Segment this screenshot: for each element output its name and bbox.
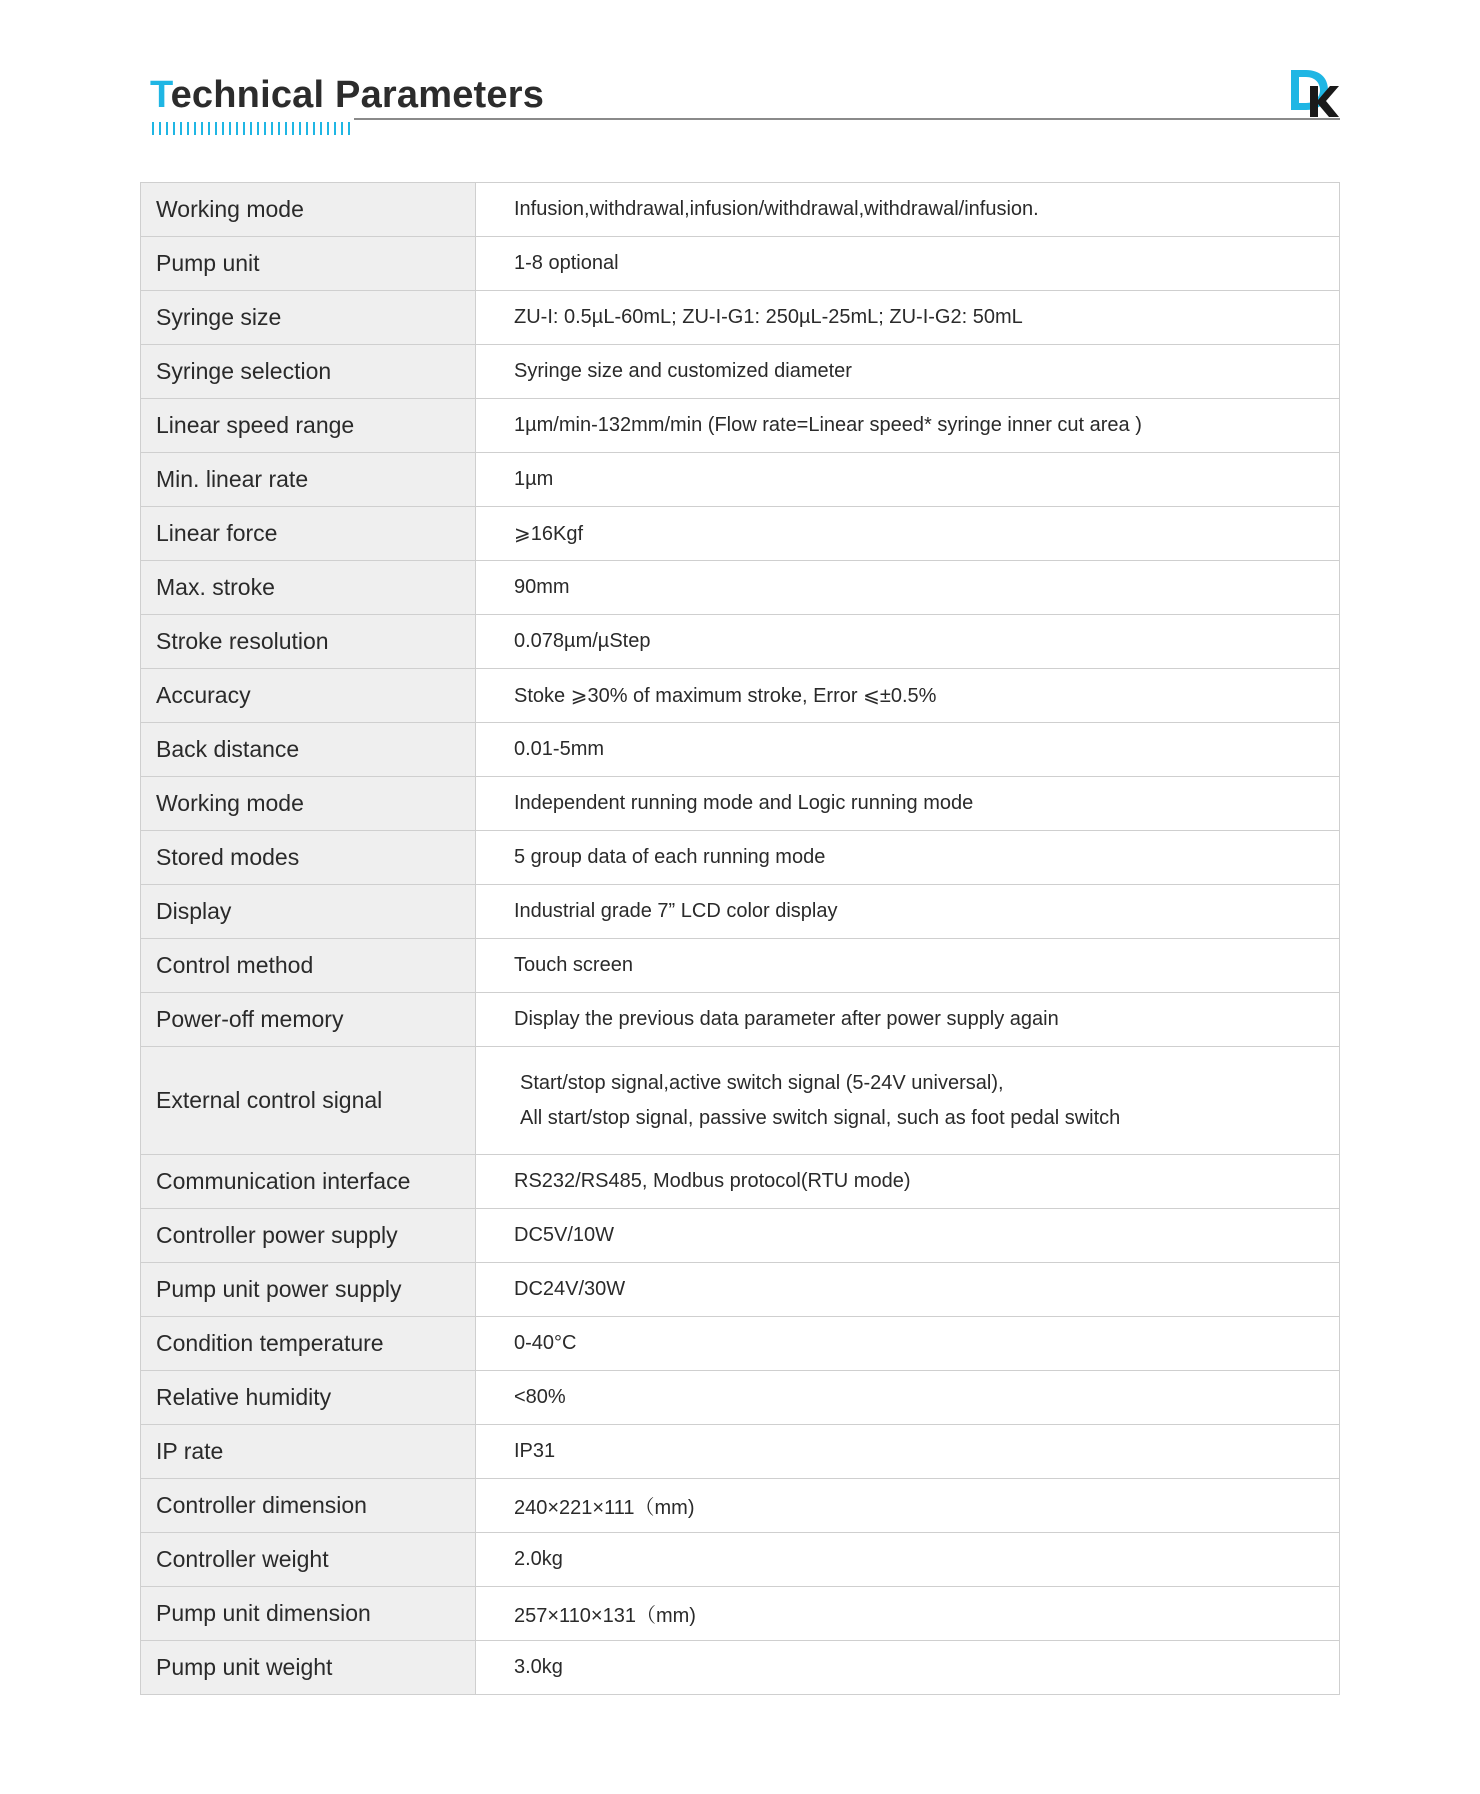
- param-value: 0.01-5mm: [476, 723, 1340, 777]
- param-value: 0-40°C: [476, 1317, 1340, 1371]
- title-rest: echnical Parameters: [170, 74, 545, 116]
- table-row: [141, 831, 1340, 885]
- param-value: Industrial grade 7” LCD color display: [476, 885, 1340, 939]
- table-row: [141, 399, 1340, 453]
- param-label: Linear speed range: [141, 399, 476, 453]
- param-label: Pump unit dimension: [141, 1587, 476, 1641]
- table-row: [141, 1155, 1340, 1209]
- param-label: External control signal: [141, 1047, 476, 1155]
- table-row: [141, 723, 1340, 777]
- page-title: [150, 74, 544, 117]
- param-label: Working mode: [141, 777, 476, 831]
- table-row: [141, 507, 1340, 561]
- table-row: [141, 1047, 1340, 1155]
- table-row: [141, 291, 1340, 345]
- table-row: [141, 1533, 1340, 1587]
- param-label: Relative humidity: [141, 1371, 476, 1425]
- param-value: 0.078µm/µStep: [476, 615, 1340, 669]
- param-label: Stroke resolution: [141, 615, 476, 669]
- param-value: RS232/RS485, Modbus protocol(RTU mode): [476, 1155, 1340, 1209]
- param-label: Pump unit power supply: [141, 1263, 476, 1317]
- table-row: [141, 1479, 1340, 1533]
- param-label: Controller dimension: [141, 1479, 476, 1533]
- param-value: DC5V/10W: [476, 1209, 1340, 1263]
- table-row: [141, 237, 1340, 291]
- param-label: Controller weight: [141, 1533, 476, 1587]
- param-value: 5 group data of each running mode: [476, 831, 1340, 885]
- param-label: Pump unit weight: [141, 1641, 476, 1695]
- param-label: Controller power supply: [141, 1209, 476, 1263]
- param-value: Infusion,withdrawal,infusion/withdrawal,withdrawal/infusion.: [476, 183, 1340, 237]
- param-label: Working mode: [141, 183, 476, 237]
- param-value: <80%: [476, 1371, 1340, 1425]
- param-value: ZU-I: 0.5µL-60mL; ZU-I-G1: 250µL-25mL; ZU-I-G2: 50mL: [476, 291, 1340, 345]
- param-label: Min. linear rate: [141, 453, 476, 507]
- param-value: 1-8 optional: [476, 237, 1340, 291]
- param-label: Pump unit: [141, 237, 476, 291]
- param-label: Max. stroke: [141, 561, 476, 615]
- dk-logo: [1288, 66, 1340, 118]
- param-value: 1µm: [476, 453, 1340, 507]
- param-value: Stoke ⩾30% of maximum stroke, Error ⩽±0.5%: [476, 669, 1340, 723]
- table-row: [141, 615, 1340, 669]
- table-row: [141, 885, 1340, 939]
- param-value: ⩾16Kgf: [476, 507, 1340, 561]
- table-row: [141, 1641, 1340, 1695]
- table-row: [141, 939, 1340, 993]
- table-row: [141, 561, 1340, 615]
- param-value: 240×221×111（mm): [476, 1479, 1340, 1533]
- param-value: 3.0kg: [476, 1641, 1340, 1695]
- table-row: [141, 1317, 1340, 1371]
- table-row: [141, 183, 1340, 237]
- page-header: [150, 70, 1340, 140]
- table-row: [141, 1209, 1340, 1263]
- table-row: [141, 993, 1340, 1047]
- header-rule: [354, 118, 1340, 120]
- param-value: [476, 1047, 1340, 1155]
- title-initial: T: [150, 74, 171, 116]
- param-value-line: All start/stop signal, passive switch signal, such as foot pedal switch: [520, 1106, 1121, 1129]
- table-row: [141, 1263, 1340, 1317]
- param-value: Touch screen: [476, 939, 1340, 993]
- param-label: Condition temperature: [141, 1317, 476, 1371]
- param-label: IP rate: [141, 1425, 476, 1479]
- param-value: IP31: [476, 1425, 1340, 1479]
- table-row: [141, 1425, 1340, 1479]
- table-row: [141, 1371, 1340, 1425]
- param-value: 2.0kg: [476, 1533, 1340, 1587]
- param-label: Power-off memory: [141, 993, 476, 1047]
- table-row: [141, 345, 1340, 399]
- param-label: Back distance: [141, 723, 476, 777]
- param-value: 1µm/min-132mm/min (Flow rate=Linear speed* syringe inner cut area ): [476, 399, 1340, 453]
- param-label: Linear force: [141, 507, 476, 561]
- spec-table: [140, 182, 1340, 1695]
- param-label: Syringe size: [141, 291, 476, 345]
- param-label: Accuracy: [141, 669, 476, 723]
- param-label: Stored modes: [141, 831, 476, 885]
- table-row: [141, 777, 1340, 831]
- table-row: [141, 1587, 1340, 1641]
- param-value: Independent running mode and Logic running mode: [476, 777, 1340, 831]
- param-label: Control method: [141, 939, 476, 993]
- param-value: Syringe size and customized diameter: [476, 345, 1340, 399]
- param-value: DC24V/30W: [476, 1263, 1340, 1317]
- title-underline-ticks: [152, 122, 352, 135]
- param-label: Display: [141, 885, 476, 939]
- param-value: Display the previous data parameter after power supply again: [476, 993, 1340, 1047]
- param-value-line: Start/stop signal,active switch signal (5-24V universal),: [520, 1071, 1004, 1094]
- param-value: 257×110×131（mm): [476, 1587, 1340, 1641]
- param-label: Syringe selection: [141, 345, 476, 399]
- param-value: 90mm: [476, 561, 1340, 615]
- table-row: [141, 453, 1340, 507]
- table-row: [141, 669, 1340, 723]
- param-label: Communication interface: [141, 1155, 476, 1209]
